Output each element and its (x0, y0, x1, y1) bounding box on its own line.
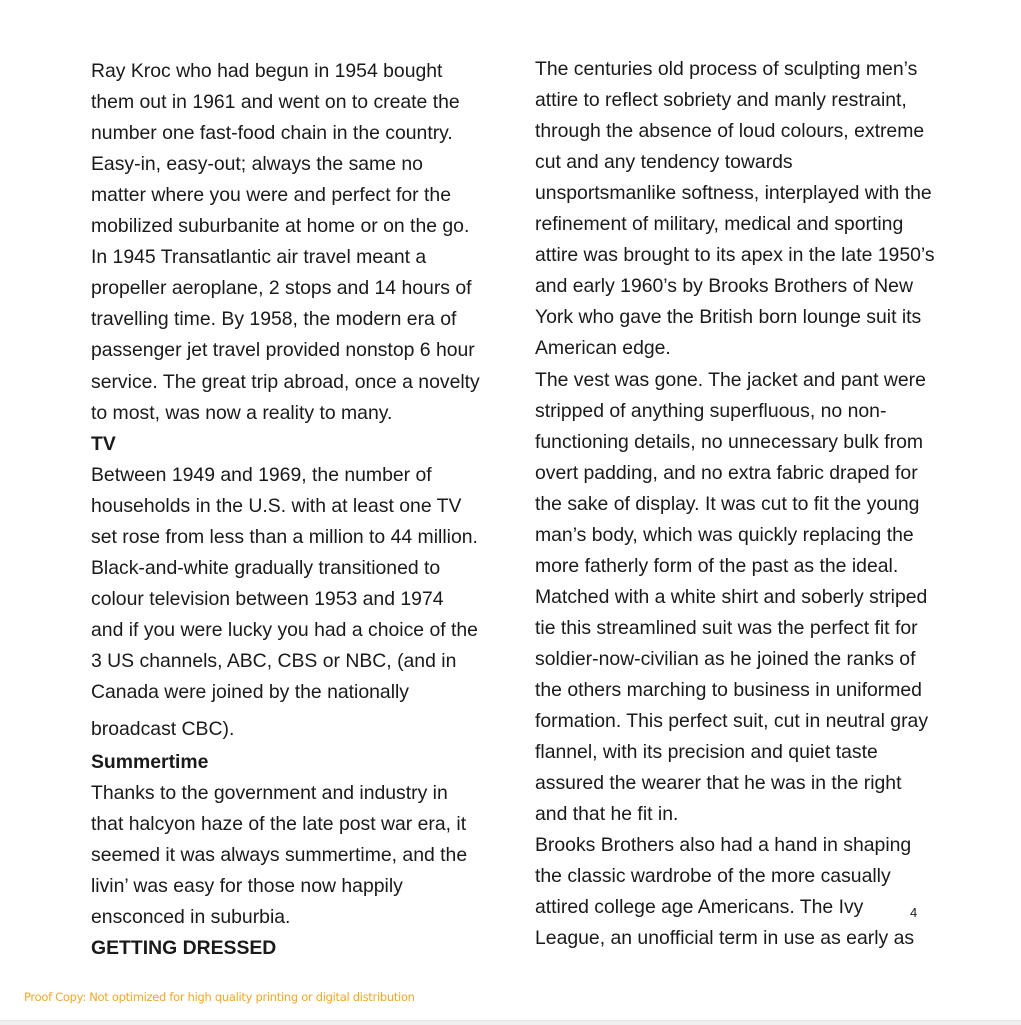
proof-copy-notice: Proof Copy: Not optimized for high quality printing or digital distribution (24, 990, 415, 1004)
text-line: functioning details, no unnecessary bulk from (535, 430, 924, 453)
text-line: man’s body, which was quickly replacing the (535, 523, 914, 546)
text-line: seemed it was always summertime, and the (91, 844, 468, 867)
text-line: attire was brought to its apex in the late 1950’s (535, 244, 935, 267)
text-line: Thanks to the government and industry in (91, 782, 448, 804)
text-line: Easy-in, easy-out; always the same no (91, 153, 423, 176)
text-line: households in the U.S. with at least one TV (91, 494, 462, 517)
bottom-divider (0, 1020, 1021, 1025)
text-line: to most, was now a reality to many. (91, 401, 393, 424)
text-line: and early 1960’s by Brooks Brothers of New (535, 275, 913, 298)
text-line: them out in 1961 and went on to create the (91, 91, 460, 114)
text-line: The centuries old process of sculpting men’s (535, 58, 918, 80)
text-line: 3 US channels, ABC, CBS or NBC, (and in (91, 649, 457, 672)
text-line: flannel, with its precision and quiet taste (535, 741, 878, 764)
text-line: more fatherly form of the past as the ideal. (535, 554, 899, 577)
text-line: soldier-now-civilian as he joined the ranks of (535, 647, 916, 670)
text-line: formation. This perfect suit, cut in neutral gray (535, 710, 929, 733)
text-line: propeller aeroplane, 2 stops and 14 hours of (91, 277, 472, 300)
text-line: overt padding, and no extra fabric draped for (535, 461, 918, 484)
page-number: 4 (910, 905, 918, 920)
text-line: The vest was gone. The jacket and pant were (535, 368, 926, 391)
text-line: ensconced in suburbia. (91, 906, 291, 929)
text-line: York who gave the British born lounge suit its (535, 306, 922, 329)
text-line: League, an unofficial term in use as early as (535, 927, 915, 950)
text-line: and if you were lucky you had a choice of the (91, 618, 478, 641)
text-line: Between 1949 and 1969, the number of (91, 463, 432, 486)
text-line: through the absence of loud colours, extreme (535, 120, 925, 143)
text-line: matter where you were and perfect for the (91, 184, 451, 207)
text-line: colour television between 1953 and 1974 (91, 587, 444, 610)
text-line: assured the wearer that he was in the right (535, 772, 902, 795)
text-line: refinement of military, medical and sporting (535, 213, 904, 236)
text-line: the others marching to business in uniformed (535, 679, 922, 701)
text-line: the sake of display. It was cut to fit the young (535, 492, 920, 515)
text-line: stripped of anything superfluous, no non- (535, 399, 887, 422)
text-line: attired college age Americans. The Ivy (535, 896, 864, 919)
text-line: the classic wardrobe of the more casually (535, 865, 891, 888)
text-line: Matched with a white shirt and soberly striped (535, 585, 928, 608)
text-line: passenger jet travel provided nonstop 6 hour (91, 339, 475, 362)
text-line: broadcast CBC). (91, 718, 235, 740)
text-line: livin’ was easy for those now happily (91, 875, 403, 898)
text-line: number one fast-food chain in the country. (91, 122, 453, 145)
text-line: service. The great trip abroad, once a novelty (91, 370, 480, 393)
section-heading: GETTING DRESSED (91, 937, 277, 959)
text-line: tie this streamlined suit was the perfect fit for (535, 616, 918, 639)
text-line: mobilized suburbanite at home or on the go. (91, 215, 470, 238)
text-line: Brooks Brothers also had a hand in shaping (535, 834, 912, 857)
text-line: In 1945 Transatlantic air travel meant a (91, 246, 427, 269)
text-line: Canada were joined by the nationally (91, 681, 410, 703)
text-line: and that he fit in. (535, 803, 679, 826)
text-line: cut and any tendency towards (535, 151, 793, 174)
text-line: Black-and-white gradually transitioned to (91, 556, 441, 579)
text-line: that halcyon haze of the late post war era, it (91, 813, 467, 836)
section-heading: TV (91, 432, 116, 455)
section-heading: Summertime (91, 751, 209, 773)
text-line: attire to reflect sobriety and manly restraint, (535, 89, 907, 112)
text-line: travelling time. By 1958, the modern era of (91, 308, 457, 331)
text-line: unsportsmanlike softness, interplayed with the (535, 182, 932, 205)
text-line: American edge. (535, 337, 671, 360)
text-line: set rose from less than a million to 44 million. (91, 525, 478, 548)
text-line: Ray Kroc who had begun in 1954 bought (91, 60, 443, 82)
